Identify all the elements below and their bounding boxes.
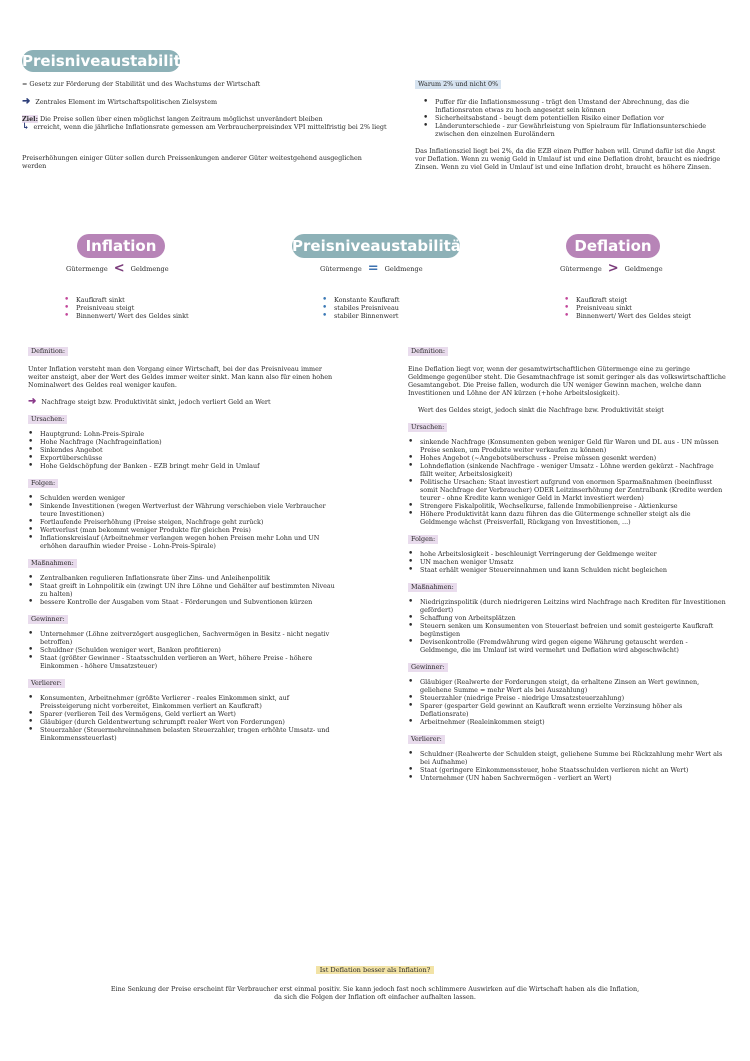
list-item: • Strengere Fiskalpolitik, Wechselkurse, fallende Immobilienpreise - Aktienkurse (408, 502, 726, 510)
warum-list (415, 98, 725, 138)
curved-arrow-icon: ↳ (22, 122, 30, 132)
list-item: • Staat greift in Lohnpolitik ein (zwingt UN ihre Löhne und Gehälter auf bestimmten Niveau zu halten) (28, 582, 338, 598)
relation-right: Geldmenge (624, 265, 663, 273)
warum-title: Warum 2% und nicht 0% (415, 80, 501, 89)
list-item: • Unternehmer (UN haben Sachvermögen - verliert an Wert) (408, 774, 726, 782)
section-label: Verlierer: (408, 735, 445, 744)
list-item: • Sparer (verlieren Teil des Vermögens, Geld verliert an Wert) (28, 710, 338, 718)
inflation-massnahmen-list (28, 574, 338, 606)
inflation-detail (28, 347, 338, 742)
section-label: Maßnahmen: (28, 559, 77, 568)
list-item: • Binnenwert/ Wert des Geldes sinkt (64, 312, 264, 320)
page-title: Preisniveaustabilität (22, 52, 199, 70)
list-item: • stabiler Binnenwert (322, 312, 482, 320)
relation-right: Geldmenge (384, 265, 423, 273)
list-item: • Niedrigzinspolitik (durch niedrigeren Leitzins wird Nachfrage nach Krediten für Investitionen gefördert) (408, 598, 726, 614)
list-item: • Gläubiger (durch Geldentwertung schrumpft realer Wert von Forderungen) (28, 718, 338, 726)
list-item: • Wertverlust (man bekommt weniger Produkte für gleichen Preis) (28, 526, 338, 534)
deflation-title: Deflation (566, 234, 660, 258)
deflation-summary-list (564, 296, 744, 320)
list-item: • Hohe Geldschöpfung der Banken - EZB bringt mehr Geld in Umlauf (28, 462, 338, 470)
list-item: • Preisniveau steigt (64, 304, 264, 312)
footer-question: Ist Deflation besser als Inflation? (316, 966, 435, 974)
section-label: Definition: (408, 347, 448, 356)
list-item: • Steuerzahler (niedrige Preise - niedrige Umsatzsteuerzahlung) (408, 694, 726, 702)
list-item: • Schuldner (Schulden weniger wert, Banken profitieren) (28, 646, 338, 654)
section-label: Ursachen: (408, 423, 447, 432)
list-item: • Binnenwert/ Wert des Geldes steigt (564, 312, 744, 320)
stabil-relation (320, 261, 423, 276)
list-item: • Kaufkraft sinkt (64, 296, 264, 304)
section-label: Folgen: (408, 535, 438, 544)
list-item: • Gläubiger (Realwerte der Forderungen steigt, da erhaltene Zinsen an Wert gewinnen, geliehene Summe = mehr Wert als bei Auszahlung) (408, 678, 726, 694)
list-item: • Exportüberschüsse (28, 454, 338, 462)
list-item: • Staat erhält weniger Steuereinnahmen und kann Schulden nicht begleichen (408, 566, 726, 574)
deflation-definition: Eine Deflation liegt vor, wenn der gesamtwirtschaftlichen Gütermenge eine zu geringe Geldmenge gegenüber steht. Die Gesamtnachfrage ist somit geringer als das volkswirtschaftliche Gesamtangebot. Die Preise fallen, wodurch die UN weniger Gewinn machen, welche dann Investitionen und Löhne der AN kürzen (+hohe Arbeitslosigkeit). (408, 365, 726, 397)
list-item: • Unternehmer (Löhne zeitverzögert ausgeglichen, Sachvermögen in Besitz - nicht negativ betroffen) (28, 630, 338, 646)
arrow-icon: ➜ (28, 396, 37, 407)
deflation-ursachen-list (408, 438, 726, 526)
deflation-massnahmen-list (408, 598, 726, 654)
relation-left: Gütermenge (320, 265, 362, 273)
header-zentral (22, 98, 392, 106)
list-item: • Devisenkontrolle (Fremdwährung wird gegen eigene Währung getauscht werden - Geldmenge, die im Umlauf ist wird vermehrt und Deflation wird abgeschwächt) (408, 638, 726, 654)
list-item: • Kaufkraft steigt (564, 296, 744, 304)
list-item: • hohe Arbeitslosigkeit - beschleunigt Verringerung der Geldmenge weiter (408, 550, 726, 558)
list-item: • Staat (geringere Einkommenssteuer, hohe Staatsschulden verlieren nicht an Wert) (408, 766, 726, 774)
arrow-icon: ➜ (22, 96, 31, 107)
section-label: Verlierer: (28, 679, 65, 688)
relation-left: Gütermenge (560, 265, 602, 273)
ziel-text-2: erreicht, wenn die jährliche Inflationsrate gemessen am Verbraucherpreisindex VPI mittelfristig bei 2% liegt (33, 123, 387, 131)
ziel-text: Die Preise sollen über einen möglichst langen Zeitraum möglichst unverändert bleiben (40, 115, 323, 123)
warum-box (415, 80, 725, 171)
deflation-gewinner-list (408, 678, 726, 726)
list-item: • Hohe Nachfrage (Nachfrageinflation) (28, 438, 338, 446)
deflation-detail (408, 347, 726, 782)
list-item: • Staat (größter Gewinner - Staatsschulden verlieren an Wert, höhere Preise - höhere Einkommen - höhere Umsatzsteuer) (28, 654, 338, 670)
list-item: • Arbeitnehmer (Realeinkommen steigt) (408, 718, 726, 726)
inflation-ursachen-list (28, 430, 338, 470)
footer-question-wrap (0, 965, 750, 975)
list-item: • bessere Kontrolle der Ausgaben vom Staat - Förderungen und Subventionen kürzen (28, 598, 338, 606)
inflation-relation (66, 261, 169, 276)
inflation-definition: Unter Inflation versteht man den Vorgang einer Wirtschaft, bei der das Preisniveau immer weiter ansteigt, aber der Wert des Geldes immer weiter sinkt. Man kann also für einen hohen Nominalwert des Geldes real weniger kaufen. (28, 365, 333, 389)
warum-text: Das Inflationsziel liegt bei 2%, da die EZB einen Puffer haben will. Grund dafür ist die Angst vor Deflation. Wenn zu wenig Geld in Umlauf ist und eine Deflation droht, braucht es niedrige Zinsen. Wenn zu viel Geld in Umlauf ist und eine Inflation droht, braucht es höhere Zinsen. (415, 147, 721, 171)
zentral-text: Zentrales Element im Wirtschaftspolitischen Zielsystem (35, 98, 218, 106)
header-ziel (22, 115, 392, 131)
list-item: • UN machen weniger Umsatz (408, 558, 726, 566)
list-item: • Politische Ursachen: Staat investiert aufgrund von enormen Sparmaßnahmen (beeinflusst somit Nachfrage der Verbraucher) ODER Leitzinserhöhung der Zentralbank (Kredite werden teurer - ohne Kredite kann weniger Geld in Markt investiert werden) (408, 478, 726, 502)
list-item: • Preisniveau sinkt (564, 304, 744, 312)
list-item: • Sinkende Investitionen (wegen Wertverlust der Währung verschieben viele Verbraucher teure Investitionen) (28, 502, 338, 518)
list-item: • Fortlaufende Preiserhöhung (Preise steigen, Nachfrage geht zurück) (28, 518, 338, 526)
list-item: • sinkende Nachfrage (Konsumenten geben weniger Geld für Waren und DL aus - UN müssen Preise senken, um Produkte weiter verkaufen zu können) (408, 438, 726, 454)
list-item: • Lohndeflation (sinkende Nachfrage - weniger Umsatz - Löhne werden gekürzt - Nachfrage fällt weiter, Arbeitslosigkeit) (408, 462, 726, 478)
section-label: Gewinner: (408, 663, 448, 672)
inflation-title: Inflation (77, 234, 165, 258)
inflation-gewinner-list (28, 630, 338, 670)
list-item: • Steuerzahler (Steuermehreinnahmen belasten Steuerzahler, tragen erhöhte Umsatz- und Einkommenssteuerlast) (28, 726, 338, 742)
list-item: • Sicherheitsabstand - beugt dem potentiellen Risiko einer Deflation vor (423, 114, 725, 122)
stabil-summary-list (322, 296, 482, 320)
equals-icon: = (367, 261, 379, 276)
list-item: • Konsumenten, Arbeitnehmer (größte Verlierer - reales Einkommen sinkt, auf Preissteigerung nicht vorbereitet, Einkommen verliert an Kaufkraft) (28, 694, 338, 710)
deflation-wert-text: Wert des Geldes steigt, jedoch sinkt die Nachfrage bzw. Produktivität steigt (418, 406, 664, 414)
header-definition: = Gesetz zur Förderung der Stabilität und des Wachstums der Wirtschaft (22, 80, 261, 88)
list-item: • Schuldner (Realwerte der Schulden steigt, geliehene Summe bei Rückzahlung mehr Wert als bei Aufnahme) (408, 750, 726, 766)
inflation-summary-list (64, 296, 264, 320)
arrow-text: Nachfrage steigt bzw. Produktivität sinkt, jedoch verliert Geld an Wert (41, 398, 271, 406)
list-item: • Konstante Kaufkraft (322, 296, 482, 304)
list-item: • Sparer (gesparter Geld gewinnt an Kaufkraft wenn erzielte Verzinsung höher als Deflationsrate) (408, 702, 726, 718)
list-item: • Höhere Produktivität kann dazu führen das die Gütermenge schneller steigt als die Geldmenge wächst (Preisverfall, Rückgang von Investitionen, ...) (408, 510, 726, 526)
list-item: • Schaffung von Arbeitsplätzen (408, 614, 726, 622)
list-item: • stabiles Preisniveau (322, 304, 482, 312)
section-label: Folgen: (28, 479, 58, 488)
less-than-icon: < (113, 261, 125, 276)
deflation-verlierer-list (408, 750, 726, 782)
relation-left: Gütermenge (66, 265, 108, 273)
stabil-title: Preisniveaustabilität (292, 234, 460, 258)
inflation-arrow-line (28, 398, 338, 406)
list-item: • Hauptgrund: Lohn-Preis-Spirale (28, 430, 338, 438)
list-item: • Steuern senken um Konsumenten von Steuerlast befreien und somit gesteigerte Kaufkraft begünstigen (408, 622, 726, 638)
header-preiserhoehung: Preiserhöhungen einiger Güter sollen durch Preissenkungen anderer Güter weitestgehend ausgeglichen werden (22, 154, 362, 170)
list-item: • Inflationskreislauf (Arbeitnehmer verlangen wegen hohen Preisen mehr Lohn und UN erhöhen daraufhin wieder Preise - Lohn-Preis-Spirale) (28, 534, 338, 550)
list-item: • Zentralbanken regulieren Inflationsrate über Zins- und Anleihenpolitik (28, 574, 338, 582)
list-item: • Länderunterschiede - zur Gewährleistung von Spielraum für Inflationsunterschiede zwischen den einzelnen Euroländern (423, 122, 725, 138)
greater-than-icon: > (607, 261, 619, 276)
section-label: Ursachen: (28, 415, 67, 424)
ziel-label: Ziel: (22, 115, 38, 123)
section-label: Definition: (28, 347, 68, 356)
inflation-verlierer-list (28, 694, 338, 742)
section-label: Maßnahmen: (408, 583, 457, 592)
footer-answer: Eine Senkung der Preise erscheint für Verbraucher erst einmal positiv. Sie kann jedoch fast noch schlimmere Auswirken auf die Wirtschaft haben als die Inflation, da sich die Folgen der Inflation oft einfacher aufhalten lassen. (110, 985, 640, 1001)
relation-right: Geldmenge (130, 265, 169, 273)
list-item: • Schulden werden weniger (28, 494, 338, 502)
inflation-folgen-list (28, 494, 338, 550)
list-item: • Sinkendes Angebot (28, 446, 338, 454)
list-item: • Puffer für die Inflationsmessung - trägt den Umstand der Abrechnung, das die Inflationsraten etwas zu hoch angesetzt sein können (423, 98, 725, 114)
deflation-folgen-list (408, 550, 726, 574)
list-item: • Hohes Angebot (~Angebotsüberschuss - Preise müssen gesenkt werden) (408, 454, 726, 462)
section-label: Gewinner: (28, 615, 68, 624)
deflation-relation (560, 261, 663, 276)
